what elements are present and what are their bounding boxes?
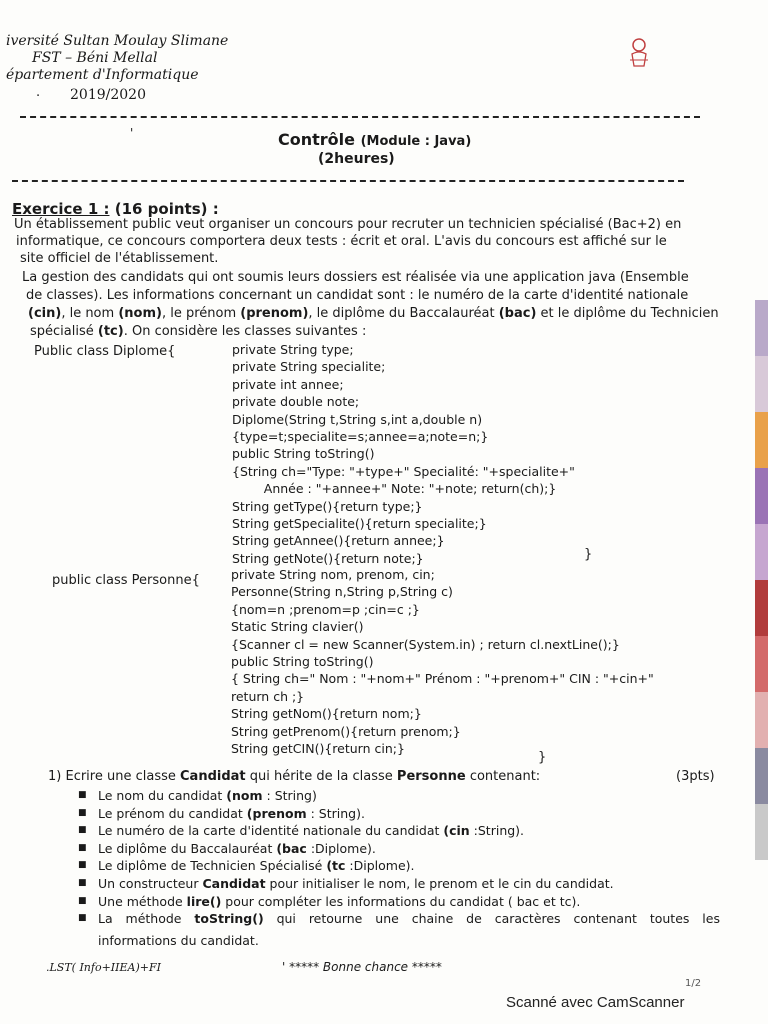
item-text-tail: pour compléter les informations du candidat ( bac et tc). — [221, 893, 581, 909]
list-item — [74, 805, 720, 823]
code-line: String getSpecialite(){return specialite;} — [232, 516, 487, 532]
para2-text-c: , le diplôme du Baccalauréat — [308, 306, 499, 321]
q1-text-c: qui hérite de la classe — [245, 769, 397, 784]
item-text: Le diplôme du Baccalauréat — [98, 840, 277, 856]
para2-text-b: , le prénom — [161, 306, 241, 321]
item-text-tail: :Diplome). — [345, 858, 415, 874]
edge-strip-segment — [755, 468, 768, 524]
item-term: (bac — [276, 840, 307, 856]
question-1-list — [74, 787, 720, 928]
divider-top — [20, 116, 700, 118]
exam-module: (Module : Java) — [360, 134, 472, 149]
item-term: toString() — [194, 911, 264, 927]
item-term: (nom — [226, 788, 263, 803]
code-line: public String toString() — [231, 654, 374, 670]
footer-program: .LST( Info+IIEA)+FI — [46, 961, 161, 974]
item-term: (cin — [443, 823, 470, 839]
code-line: {nom=n ;prenom=p ;cin=c ;} — [231, 601, 420, 617]
list-item — [74, 910, 720, 928]
item-text: Le prénom du candidat — [98, 805, 247, 821]
stamp-logo — [626, 36, 652, 72]
personne-class-body — [231, 566, 654, 757]
q1-text-e: contenant: — [465, 769, 541, 784]
cin-term: (cin) — [28, 306, 62, 321]
code-line: String getAnnee(){return annee;} — [232, 533, 445, 549]
item-text-tail: qui retourne une chaine de caractères contenant toutes les — [263, 911, 720, 927]
question-1-points: (3pts) — [676, 769, 715, 784]
item-text-tail: : String). — [306, 805, 365, 821]
edge-strip-segment — [755, 748, 768, 804]
code-line: {String ch="Type: "+type+" Specialité: "+specialite+" — [232, 463, 575, 479]
list-item — [74, 822, 720, 840]
code-line: { String ch=" Nom : "+nom+" Prénom : "+prenom+" CIN : "+cin+" — [231, 671, 654, 687]
item-text-tail: pour initialiser le nom, le prenom et le cin du candidat. — [265, 875, 614, 891]
prenom-term: (prenom) — [240, 306, 309, 321]
personne-class-decl: public class Personne{ — [52, 573, 200, 588]
para2-line-4 — [30, 323, 366, 340]
academic-year: 2019/2020 — [70, 87, 146, 103]
para2-text-d: et le diplôme du Technicien — [536, 306, 719, 321]
item-term: lire() — [186, 893, 222, 909]
item-text: Le numéro de la carte d'identité nationale du candidat — [98, 823, 444, 839]
item-text: La méthode — [98, 911, 195, 927]
faculty-name: FST – Béni Mellal — [32, 50, 158, 66]
edge-strip-segment — [755, 692, 768, 748]
item-text: Le nom du candidat — [98, 788, 227, 803]
edge-strip-segment — [755, 412, 768, 468]
code-line: Static String clavier() — [231, 619, 364, 635]
code-line: {Scanner cl = new Scanner(System.in) ; return cl.nextLine();} — [231, 636, 620, 652]
para2-text-f: . On considère les classes suivantes : — [123, 324, 367, 339]
bac-term: (bac) — [498, 306, 537, 321]
scanner-watermark: Scanné avec CamScanner — [506, 994, 685, 1011]
edge-strip-segment — [755, 580, 768, 636]
list-item — [74, 875, 720, 893]
department-name: épartement d'Informatique — [6, 67, 199, 83]
code-line: String getCIN(){return cin;} — [231, 741, 405, 757]
code-line: private int annee; — [232, 376, 344, 392]
para2-line-3 — [28, 305, 719, 322]
q1-personne: Personne — [396, 769, 466, 784]
diplome-class-body — [232, 341, 575, 567]
list-item — [74, 787, 720, 805]
question-1 — [48, 768, 540, 785]
code-line: {type=t;specialite=s;annee=a;note=n;} — [232, 429, 489, 445]
diplome-class-decl: Public class Diplome{ — [34, 344, 176, 359]
exercise-label: Exercice 1 : — [12, 200, 110, 218]
para2-line-2: de classes). Les informations concernant un candidat sont : le numéro de la carte d'identité nationale — [26, 288, 689, 303]
intro-line-1: Un établissement public veut organiser un concours pour recruter un technicien spécialisé (Bac+2) en — [14, 217, 682, 232]
item-text-tail: :Diplome). — [306, 840, 376, 856]
edge-strip-segment — [755, 356, 768, 412]
item-text: Le diplôme de Technicien Spécialisé — [98, 858, 327, 874]
edge-strip-segment — [755, 300, 768, 356]
code-line: Diplome(String t,String s,int a,double n) — [232, 411, 483, 427]
item-text-tail: :String). — [469, 823, 525, 839]
item-term: (tc — [326, 858, 346, 874]
exercise-points: (16 points) : — [114, 200, 219, 218]
divider-bottom — [12, 180, 684, 182]
code-line: Année : "+annee+" Note: "+note; return(ch);} — [232, 481, 557, 497]
code-line: private String nom, prenom, cin; — [231, 567, 435, 582]
para2-text-e: spécialisé — [30, 324, 98, 339]
edge-strip-segment — [755, 524, 768, 580]
para2-text-a: , le nom — [61, 306, 119, 321]
code-line: String getNom(){return nom;} — [231, 706, 422, 722]
item-text: Une méthode — [98, 893, 187, 909]
item-term: Candidat — [202, 875, 266, 891]
item-term: (prenom — [246, 805, 307, 821]
list-item — [74, 857, 720, 875]
exam-title — [278, 130, 471, 149]
code-line: Personne(String n,String p,String c) — [231, 584, 453, 600]
code-line: String getPrenom(){return prenom;} — [231, 723, 461, 739]
edge-strip-segment — [755, 804, 768, 860]
diplome-class-close: } — [584, 547, 593, 562]
page-number: 1/2 — [685, 978, 702, 989]
tick-mark: ' — [130, 126, 134, 140]
intro-line-2: informatique, ce concours comportera deux tests : écrit et oral. L'avis du concours est affiché sur le — [16, 234, 667, 249]
q1-candidat: Candidat — [180, 769, 246, 784]
code-line: String getNote(){return note;} — [232, 550, 424, 566]
exam-title-text: Contrôle — [278, 130, 355, 149]
code-line: private String type; — [232, 342, 354, 357]
item-text: Un constructeur — [98, 875, 203, 891]
personne-class-close: } — [538, 750, 547, 765]
university-name: iversité Sultan Moulay Slimane — [6, 33, 229, 49]
para2-line-1: La gestion des candidats qui ont soumis leurs dossiers est réalisée via une application java (Ensemble — [22, 270, 689, 285]
code-line: String getType(){return type;} — [232, 498, 423, 514]
q1-text-a: 1) Ecrire une classe — [48, 769, 180, 784]
bullet-mark: · — [36, 89, 41, 104]
tc-term: (tc) — [97, 324, 124, 339]
code-line: return ch ;} — [231, 688, 305, 704]
code-line: public String toString() — [232, 446, 375, 462]
exam-duration: (2heures) — [318, 151, 395, 167]
footer-good-luck: ' ***** Bonne chance ***** — [282, 960, 442, 974]
list-item — [74, 840, 720, 858]
code-line: private double note; — [232, 394, 360, 410]
list-item — [74, 893, 720, 911]
nom-term: (nom) — [118, 306, 162, 321]
code-line: private String specialite; — [232, 359, 386, 375]
item-text-tail: : String) — [262, 788, 317, 803]
edge-strip-segment — [755, 636, 768, 692]
question-1-last-line: informations du candidat. — [98, 933, 259, 948]
intro-line-3: site officiel de l'établissement. — [20, 251, 219, 266]
